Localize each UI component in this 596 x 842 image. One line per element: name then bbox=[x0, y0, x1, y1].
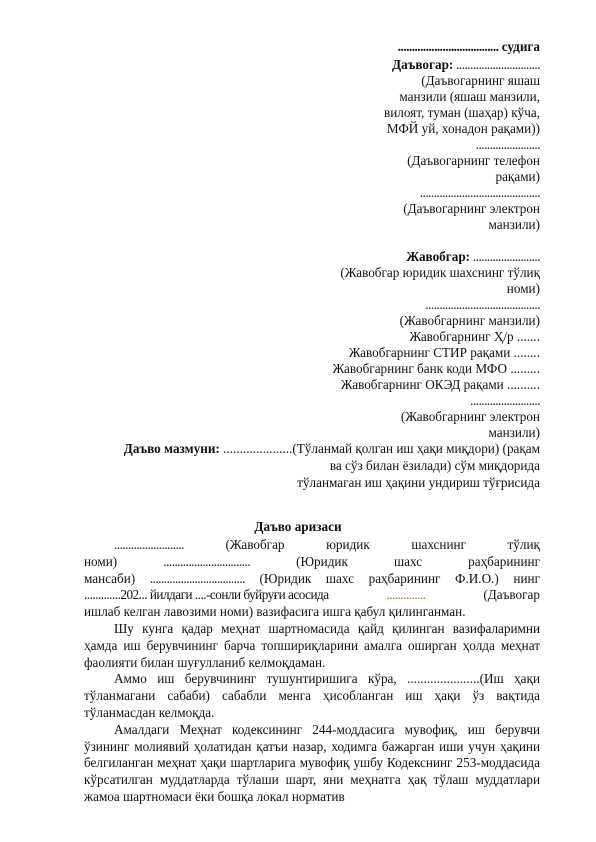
p1-word: (Жавобгар bbox=[225, 537, 285, 552]
defendant-mfo: Жавобгарнинг банк коди МФО ......... bbox=[332, 361, 540, 376]
plaintiff-address-4: МФЙ уй, хонадон рақами)) bbox=[386, 121, 540, 136]
defendant-address: (Жавобгарнинг манзили) bbox=[399, 313, 540, 328]
claim-label: Даъво мазмуни: bbox=[123, 441, 220, 456]
p1-dots: ............................... bbox=[163, 553, 250, 569]
defendant-email-2: манзили) bbox=[488, 425, 540, 440]
court-line bbox=[398, 39, 540, 55]
defendant-name-2: номи) bbox=[506, 281, 540, 296]
p1-word: шахс bbox=[393, 553, 423, 569]
body-p1-line-1 bbox=[84, 537, 540, 554]
claim-line-1 bbox=[124, 441, 540, 457]
plaintiff-email-1: (Даъвогарнинг электрон bbox=[403, 201, 540, 216]
defendant-stir: Жавобгарнинг СТИР рақами ........ bbox=[348, 345, 540, 360]
defendant-oked: Жавобгарнинг ОКЭД рақами .......... bbox=[340, 377, 540, 392]
plaintiff-address-2: манзили (яшаш манзили, bbox=[399, 89, 540, 104]
defendant-account: Жавобгарнинг Ҳ/р ....... bbox=[409, 329, 540, 344]
p1-word: юридик bbox=[326, 537, 370, 552]
p1-word: Ф.И.О.) bbox=[455, 570, 499, 586]
body-p1-line-3 bbox=[84, 571, 540, 588]
plaintiff-email-2: манзили) bbox=[488, 217, 540, 232]
p1-word: шахс bbox=[325, 570, 354, 586]
defendant-name-1: (Жавобгар юридик шахснинг тўлиқ bbox=[340, 265, 540, 280]
p1-position-dots: .............. bbox=[386, 587, 426, 603]
plaintiff-address-3: вилоят, туман (шаҳар) кўча, bbox=[383, 105, 540, 120]
body-paragraph-4: Амалдаги Меҳнат кодексининг 244-моддасига мувофиқ, иш берувчи ўзининг молиявий ҳолатидан қатъи назар, ходимга бажарган иши учун ҳақини белгиланган меҳнат ҳақи шартларига мувофиқ ушбу Кодекснинг 253-моддасида кўрсатилган муддатларда тўлаши шарт, яни меҳнатга ҳақ тўлаш муддатлари жамоа шартномаси ёки бошқа локал норматив bbox=[84, 721, 540, 804]
p1-word: раҳбарининг bbox=[468, 553, 540, 569]
body-paragraph-2: Шу кунга қадар меҳнат шартномасида қайд қилинган вазифаларимни ҳамда иш берувчининг барча топшириқларини амалга оширган ҳолда меҳнат фаолияти билан шуғулланиб келмоқдаман. bbox=[84, 620, 540, 670]
p1-dots: .................................. bbox=[149, 570, 245, 586]
p1-word: нинг bbox=[513, 570, 540, 586]
body-p1-line-4 bbox=[84, 587, 540, 604]
court-dots: .................................... bbox=[397, 39, 499, 54]
plaintiff-phone-2: рақами) bbox=[495, 169, 540, 184]
defendant-email-dots: ......................... bbox=[470, 393, 540, 408]
plaintiff-line bbox=[392, 57, 540, 73]
p1-word: тўлиқ bbox=[507, 537, 540, 552]
p1-order-text: .............202... йилдаги ....-сонли буйруғи асосида bbox=[84, 587, 329, 603]
p1-dots: ......................... bbox=[114, 537, 184, 552]
plaintiff-dots: .............................. bbox=[453, 57, 540, 72]
claim-line-3: тўланмаган иш ҳақини ундириш тўғрисида bbox=[297, 475, 540, 490]
defendant-label: Жавобгар: bbox=[406, 249, 471, 264]
document-title: Даъво аризаси bbox=[254, 519, 342, 534]
p1-word: мансаби) bbox=[84, 570, 136, 586]
claim-line-2: ва сўз билан ёзилади) сўм миқдорида bbox=[329, 458, 540, 473]
plaintiff-phone-1: (Даъвогарнинг телефон bbox=[407, 153, 540, 168]
defendant-address-dots: ......................................... bbox=[425, 297, 540, 312]
claim-text-1: .....................(Тўланмай қолган иш ҳақи миқдори) (рақам bbox=[219, 441, 540, 456]
defendant-line bbox=[406, 249, 540, 265]
body-p1-line-5: ишлаб келган лавозими номи) вазифасига ишга қабул қилинганман. bbox=[84, 604, 466, 620]
plaintiff-phone-dots: ........................................... bbox=[419, 185, 540, 200]
p1-word: (Юридик bbox=[259, 570, 312, 586]
p1-word: (Юридик bbox=[296, 553, 348, 569]
plaintiff-address-dots: ....................... bbox=[475, 137, 540, 152]
body-paragraph-3: Аммо иш берувчининг тушунтиришига кўра, ......................(Иш ҳақи тўланмагани сабаби) сабабли менга ҳисобланган иш ҳақи ўз вақтида тўланмасдан келмоқда. bbox=[84, 671, 540, 720]
defendant-dots: ........................ bbox=[470, 249, 540, 264]
document-body bbox=[84, 537, 540, 806]
p1-word: раҳбарининг bbox=[368, 570, 441, 586]
p1-word: (Даъвогар bbox=[483, 587, 540, 603]
body-p1-line-2 bbox=[84, 554, 540, 571]
court-word: судига bbox=[501, 39, 540, 54]
p1-word: номи) bbox=[84, 553, 118, 569]
plaintiff-label: Даъвогар: bbox=[392, 57, 454, 72]
p1-word: шахснинг bbox=[411, 537, 466, 552]
defendant-email-1: (Жавобгарнинг электрон bbox=[400, 409, 540, 424]
plaintiff-address-1: (Даъвогарнинг яшаш bbox=[421, 73, 540, 88]
